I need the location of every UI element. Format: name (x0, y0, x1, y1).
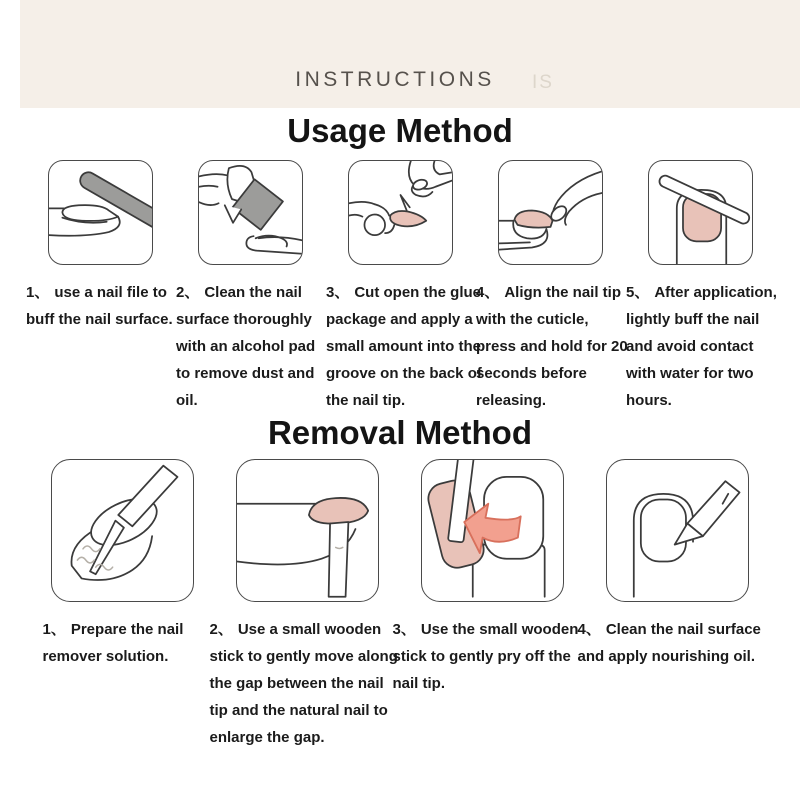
usage-step-4 (475, 160, 628, 414)
step-text: Clean the nail surface thoroughly with an alcohol pad to remove dust and oil. (176, 284, 316, 409)
step-caption (326, 279, 482, 414)
removal-step-3 (392, 459, 585, 751)
removal-steps-row (30, 459, 770, 751)
step-caption (210, 616, 406, 751)
step-number: 1、 (42, 621, 66, 638)
remover-solution-icon (52, 460, 193, 601)
usage-section-title: Usage Method (287, 112, 513, 149)
alcohol-pad-icon (199, 161, 302, 264)
usage-step-3 (325, 160, 482, 414)
press-nail-tip-icon (499, 161, 602, 264)
step-text: After application, lightly buff the nail and avoid contact with water for two hours. (626, 284, 777, 409)
wooden-stick-gap-illustration (236, 459, 379, 602)
step-text: Use a small wooden stick to gently move along the gap between the nail tip and the natural nail to enlarge the gap. (209, 621, 398, 746)
step-caption (476, 279, 632, 414)
usage-step-2 (175, 160, 325, 414)
nourishing-oil-icon (607, 460, 748, 601)
pry-off-nail-tip-icon (422, 460, 563, 601)
buff-applied-nail-illustration (648, 160, 753, 265)
usage-step-1 (25, 160, 175, 414)
header-band (20, 0, 800, 108)
ghost-text: IS (532, 72, 554, 93)
step-caption (176, 279, 332, 414)
step-text: use a nail file to buff the nail surface. (26, 284, 173, 328)
removal-step-1 (30, 459, 215, 751)
removal-step-4 (577, 459, 770, 751)
buff-applied-nail-icon (649, 161, 752, 264)
step-caption (578, 616, 778, 670)
step-number: 3、 (326, 284, 350, 301)
usage-steps-row (25, 160, 775, 414)
press-nail-tip-illustration (498, 160, 603, 265)
remover-solution-illustration (51, 459, 194, 602)
removal-section-title: Removal Method (267, 414, 533, 451)
step-caption (26, 279, 182, 333)
step-number: 1、 (26, 284, 50, 301)
glue-apply-illustration (348, 160, 453, 265)
step-number: 4、 (577, 621, 601, 638)
removal-step-2 (209, 459, 400, 751)
step-caption (393, 616, 593, 697)
step-text: Cut open the glue package and apply a small amount into the groove on the back of the nail tip. (326, 284, 482, 409)
step-text: Clean the nail surface and apply nourishing oil. (577, 621, 761, 665)
pry-off-nail-tip-illustration (421, 459, 564, 602)
nail-file-buff-icon (49, 161, 152, 264)
usage-step-5 (625, 160, 775, 414)
step-text: Prepare the nail remover solution. (42, 621, 184, 665)
step-text: Use the small wooden stick to gently pry off the nail tip. (392, 621, 579, 692)
step-number: 5、 (626, 284, 650, 301)
step-caption (626, 279, 782, 414)
step-text: Align the nail tip with the cuticle, press and hold for 20 seconds before releasing. (476, 284, 628, 409)
step-number: 4、 (476, 284, 500, 301)
step-number: 2、 (209, 621, 233, 638)
nail-file-buff-illustration (48, 160, 153, 265)
step-number: 2、 (176, 284, 200, 301)
glue-apply-icon (349, 161, 452, 264)
wooden-stick-gap-icon (237, 460, 378, 601)
alcohol-pad-clean-illustration (198, 160, 303, 265)
step-number: 3、 (392, 621, 416, 638)
nourishing-oil-illustration (606, 459, 749, 602)
step-caption (43, 616, 203, 670)
page-title: INSTRUCTIONS (295, 68, 495, 91)
